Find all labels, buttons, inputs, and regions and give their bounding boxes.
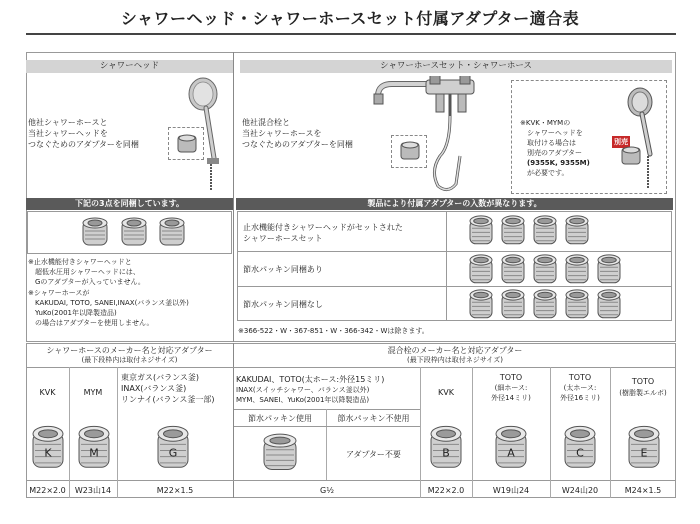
fitting-letter: A [507, 446, 515, 460]
col-mym-name: MYM [83, 388, 103, 397]
col-gas-name-3: リンナイ(バランス釜一部) [121, 395, 215, 404]
col-toto-thick-size: W24山20 [561, 486, 599, 495]
adapter-g-icon [157, 215, 187, 249]
left-desc-1: 他社シャワーホースと [28, 118, 108, 127]
row-adapter-icon [532, 254, 558, 284]
fitting-icon [31, 425, 65, 469]
right-desc-2: 当社シャワーホースを [242, 129, 322, 138]
fitting-c [563, 425, 603, 469]
left-note-7: の場合はアダプターを使用しません。 [28, 319, 154, 327]
left-note-6: YuKo(2001年以降製造品) [28, 309, 117, 317]
hose-set-header: シャワーホースセット・シャワーホース [240, 60, 672, 73]
fitting-a [494, 425, 534, 469]
page-title: シャワーヘッド・シャワーホースセット付属アダプター適合表 [120, 9, 580, 28]
note-line-1: ※KVK・MYMの [520, 119, 571, 127]
right-desc-1: 他社混合栓と [242, 118, 290, 127]
sold-separately-tag: 別売 [614, 138, 628, 146]
col-toto-thin-2: (細ホース: [494, 384, 528, 392]
note-line-3: 取付ける場合は [520, 139, 576, 147]
row-adapter-icon [500, 289, 526, 319]
row3-adapters [468, 289, 628, 319]
col-toto-thick-3: 外径16ミリ) [560, 394, 600, 402]
fitting-icon [494, 425, 528, 469]
row-adapter-icon [500, 254, 526, 284]
product-row-divider-1 [237, 251, 672, 252]
fitting-g [156, 425, 196, 469]
fitting-letter: G [168, 446, 178, 460]
row2-label: 節水パッキン同梱あり [243, 265, 323, 274]
col-toto-elbow-size: M24×1.5 [624, 486, 662, 495]
fitting-k [31, 425, 71, 469]
fitting-icon [77, 425, 111, 469]
row-adapter-icon [564, 289, 590, 319]
fitting-icon [627, 425, 661, 469]
water-saving-nouse: 節水パッキン不使用 [337, 414, 410, 423]
excluded-note: ※366-522・W・367-851・W・366-342・Wは除きます。 [238, 327, 429, 335]
adapter-k-icon [80, 215, 110, 249]
kakudai-sub-line [234, 409, 420, 410]
product-table-col-divider [446, 211, 447, 321]
col-gas-name-1: 東京ガス(バランス釜) [121, 373, 200, 382]
fitting-icon [429, 425, 463, 469]
row-adapter-icon [468, 254, 494, 284]
row-adapter-icon [596, 289, 622, 319]
fitting-letter: K [44, 446, 52, 460]
row-adapter-icon [468, 215, 494, 245]
col-toto-thin-1: TOTO [499, 373, 523, 382]
included-adapters [77, 215, 190, 249]
faucet-maker-header: 混合栓のメーカー名と対応アダプター [387, 346, 523, 355]
hose-adapter-icon [399, 141, 421, 161]
left-note-1: ※止水機能付きシャワーヘッドと [28, 258, 132, 266]
title-underline [26, 33, 676, 35]
row2-adapters [468, 254, 628, 284]
row-adapter-icon [564, 215, 590, 245]
note-line-4: 別売のアダプター [520, 149, 583, 157]
col-gas-name-2: INAX(バランス釜) [121, 384, 187, 393]
faucet-maker-sub: (最下段枠内は取付ネジサイズ) [407, 356, 503, 364]
row-adapter-icon [596, 254, 622, 284]
adapter-m-icon [119, 215, 149, 249]
left-desc-3: つなぐためのアダプターを同梱 [28, 140, 139, 149]
col-divider-2 [117, 367, 118, 498]
shower-head-icon [170, 72, 230, 192]
col-mym-size: W23山14 [74, 486, 112, 495]
left-note-4: ※シャワーホースが [28, 289, 90, 297]
row-adapter-icon [532, 215, 558, 245]
col-toto-elbow-2: (樹脂製エルボ) [619, 389, 667, 397]
note-line-6: が必要です。 [520, 169, 569, 177]
bottom-header-line [26, 367, 676, 368]
left-desc-2: 当社シャワーヘッドを [28, 129, 108, 138]
col-toto-thin-size: W19山24 [492, 486, 530, 495]
fitting-m [77, 425, 117, 469]
row1-label-1: 止水機能付きシャワーヘッドがセットされた [243, 223, 403, 232]
col-kakudai-name-1: KAKUDAI、TOTO(太ホース:外径15ミリ) [236, 375, 385, 384]
row1-label-2: シャワーホースセット [243, 234, 323, 243]
fitting-letter: E [640, 446, 648, 460]
hose-maker-sub: (最下段枠内は取付ネジサイズ) [81, 356, 178, 364]
col-toto-elbow-1: TOTO [631, 377, 655, 386]
col-toto-thick-1: TOTO [568, 373, 592, 382]
row-adapter-icon [468, 289, 494, 319]
fitting-letter: B [442, 446, 450, 460]
note-line-2: シャワーヘッドを [520, 129, 583, 137]
note-line-5: (9355K, 9355M) [520, 159, 590, 167]
no-adapter-needed: アダプター不要 [346, 450, 401, 459]
water-saving-use: 節水パッキン使用 [248, 414, 312, 423]
right-desc-3: つなぐためのアダプターを同梱 [242, 140, 353, 149]
fitting-letter: C [576, 446, 584, 460]
col-kvk-name: KVK [39, 388, 56, 397]
included-header: 下記の3点を同梱しています。 [26, 198, 233, 210]
product-row-divider-2 [237, 286, 672, 287]
row-adapter-icon [532, 289, 558, 319]
kakudai-sub-line-2 [234, 426, 420, 427]
left-note-3: Gのアダプターが入っていません。 [28, 278, 145, 286]
col-kvk-faucet-size: M22×2.0 [427, 486, 465, 495]
col-kakudai-name-3: MYM、SANEI、YuKo(2001年以降製造品) [236, 396, 370, 404]
shower-head-2-icon [618, 84, 666, 192]
row3-label: 節水パッキン同梱なし [243, 300, 323, 309]
col-kakudai-name-2: INAX(スイッチシャワー、バランス釜以外) [236, 386, 370, 394]
bottom-size-line [26, 480, 676, 481]
water-saving-fitting-icon [262, 433, 298, 471]
col-kakudai-size: G½ [320, 486, 334, 495]
col-toto-thin-3: 外径14ミリ) [491, 394, 531, 402]
row1-adapters [468, 215, 596, 245]
fitting-letter: M [89, 446, 99, 460]
fitting-icon [156, 425, 190, 469]
fitting-water-saving [262, 433, 304, 471]
col-kvk-size: M22×2.0 [29, 486, 66, 495]
small-adapter-icon [176, 134, 198, 154]
fitting-icon [563, 425, 597, 469]
left-note-5: KAKUDAI, TOTO, SANEI,INAX(バランス釜以外) [28, 299, 189, 307]
product-table-header: 製品により付属アダプターの入数が異なります。 [236, 198, 673, 210]
col-kvk-faucet-name: KVK [438, 388, 454, 397]
fitting-e [627, 425, 667, 469]
col-toto-thick-2: (太ホース: [563, 384, 597, 392]
separate-adapter-icon [620, 146, 642, 166]
hose-maker-header: シャワーホースのメーカー名と対応アダプター [46, 346, 213, 355]
top-divider [233, 52, 234, 342]
shower-head-header: シャワーヘッド [26, 60, 233, 73]
col-gas-size: M22×1.5 [156, 486, 194, 495]
left-note-2: 超低水圧用シャワーヘッドには、 [28, 268, 140, 276]
row-adapter-icon [500, 215, 526, 245]
fitting-b [429, 425, 469, 469]
row-adapter-icon [564, 254, 590, 284]
